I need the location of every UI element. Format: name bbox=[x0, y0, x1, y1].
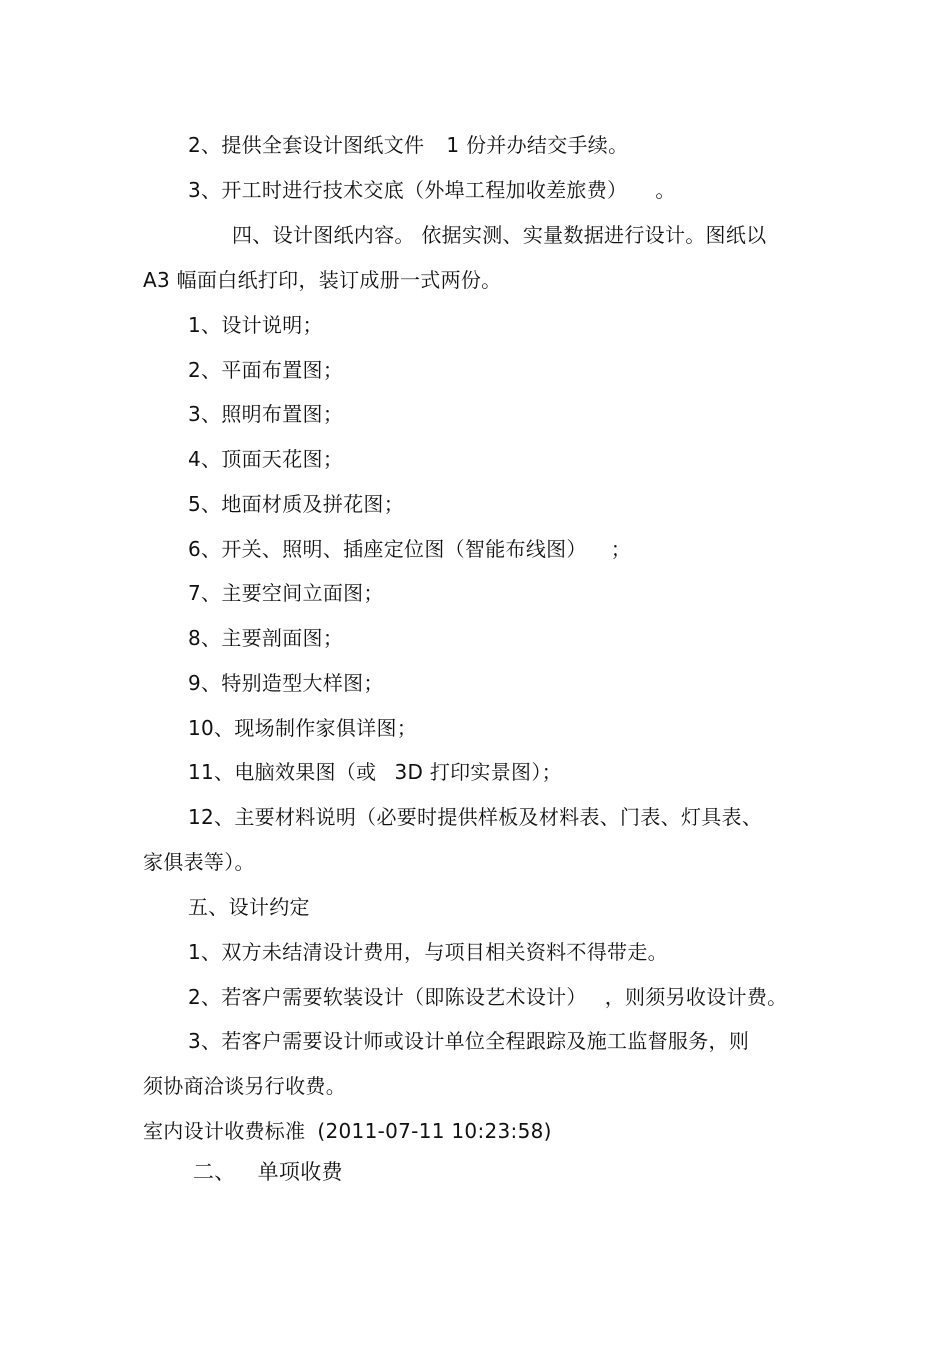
deliverable-item-3 bbox=[188, 177, 676, 203]
agreement-item-2-tail: ，则须另收设计费。 bbox=[604, 985, 788, 1009]
drawing-item-6-text: 6、开关、照明、插座定位图（智能布线图） bbox=[188, 537, 587, 561]
section2-number: 二、 bbox=[193, 1160, 236, 1184]
doc-timestamp: (2011-07-11 10:23:58) bbox=[317, 1119, 552, 1143]
deliverable-item-2-text: 2、提供全套设计图纸文件 bbox=[188, 133, 425, 157]
drawing-item-12-cont: 家俱表等）。 bbox=[143, 850, 255, 874]
section4-heading: 四、设计图纸内容。 依据实测、实量数据进行设计。图纸以 bbox=[232, 223, 767, 247]
section2-title: 单项收费 bbox=[257, 1160, 343, 1184]
drawing-item: 5、地面材质及拼花图； bbox=[188, 492, 405, 516]
drawing-item: 10、现场制作家俱详图； bbox=[188, 716, 418, 740]
drawing-item: 4、顶面天花图； bbox=[188, 447, 344, 471]
drawing-item: 8、主要剖面图； bbox=[188, 626, 344, 650]
agreement-item: 1、双方未结清设计费用，与项目相关资料不得带走。 bbox=[188, 940, 668, 964]
drawing-item-12: 12、主要材料说明（必要时提供样板及材料表、门表、灯具表、 bbox=[188, 805, 763, 829]
drawing-item-11-text: 11、电脑效果图（或 bbox=[188, 760, 377, 784]
drawing-item-11-tail: 3D 打印实景图）； bbox=[394, 760, 562, 784]
section5-heading: 五、设计约定 bbox=[188, 895, 310, 919]
deliverable-item-3-tail: 。 bbox=[655, 178, 676, 202]
drawing-item: 7、主要空间立面图； bbox=[188, 581, 384, 605]
drawing-item: 9、特别造型大样图； bbox=[188, 671, 384, 695]
section2-heading bbox=[193, 1159, 343, 1185]
agreement-item-3: 3、若客户需要设计师或设计单位全程跟踪及施工监督服务，则 bbox=[188, 1029, 750, 1053]
doc-title: 室内设计收费标准 bbox=[143, 1119, 306, 1143]
deliverable-item-2-tail: 1 份并办结交手续。 bbox=[446, 133, 629, 157]
drawing-item: 3、照明布置图； bbox=[188, 402, 344, 426]
drawing-item: 2、平面布置图； bbox=[188, 358, 344, 382]
drawing-item-6 bbox=[188, 536, 631, 562]
drawing-item: 1、设计说明； bbox=[188, 313, 323, 337]
drawing-item-6-tail: ； bbox=[610, 537, 632, 561]
agreement-item-2-text: 2、若客户需要软装设计（即陈设艺术设计） bbox=[188, 985, 587, 1009]
deliverable-item-3-text: 3、开工时进行技术交底（外埠工程加收差旅费） bbox=[188, 178, 628, 202]
deliverable-item-2 bbox=[188, 132, 628, 158]
doc-title-line bbox=[143, 1118, 552, 1144]
drawing-item-11 bbox=[188, 759, 562, 785]
section4-heading-cont: A3 幅面白纸打印，装订成册一式两份。 bbox=[143, 268, 502, 292]
agreement-item-2 bbox=[188, 984, 787, 1010]
agreement-item-3-cont: 须协商洽谈另行收费。 bbox=[143, 1074, 346, 1098]
